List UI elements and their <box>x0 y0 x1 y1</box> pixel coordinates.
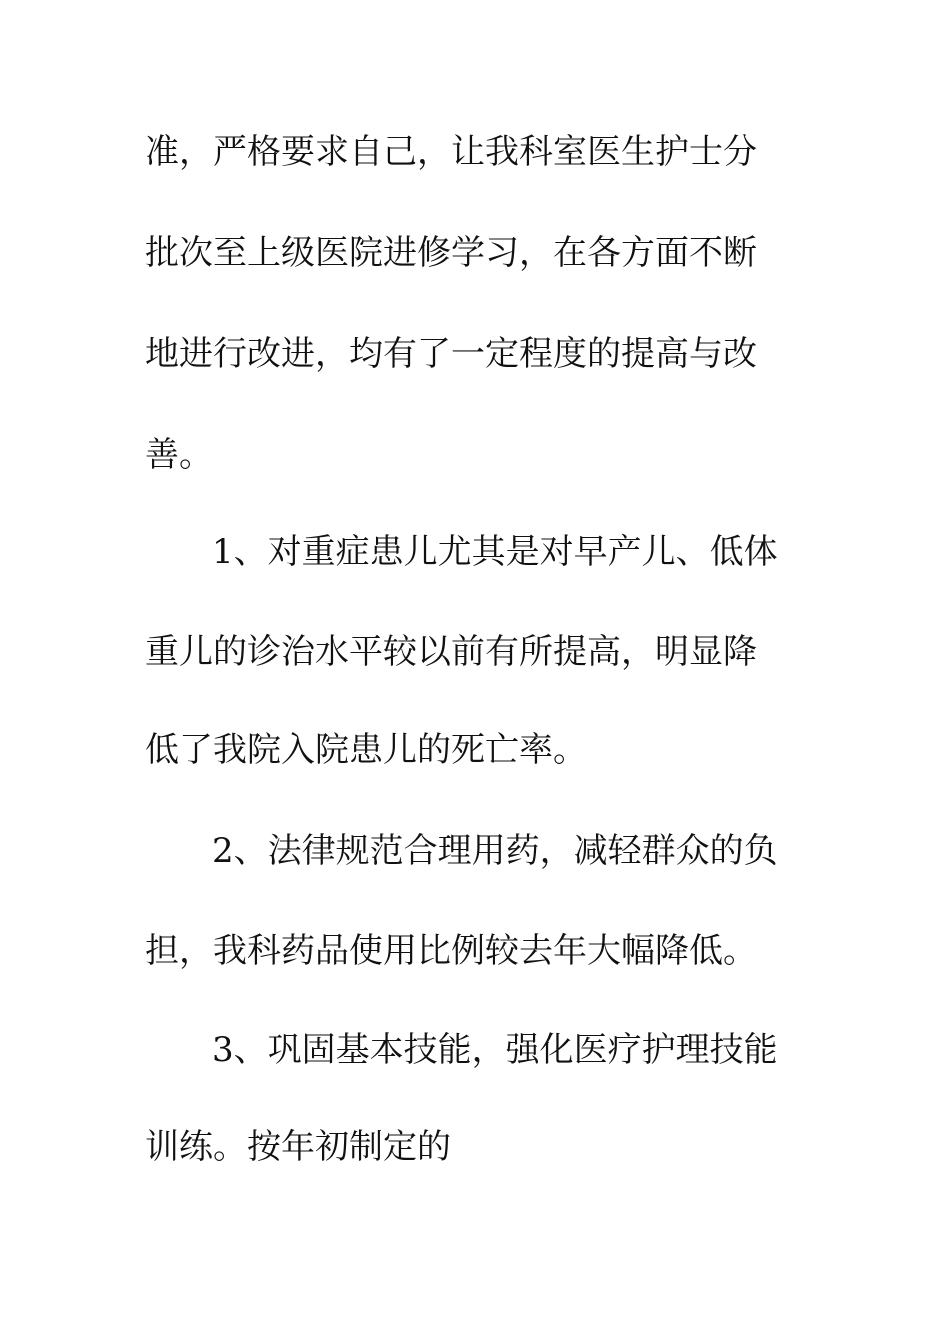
text-line-10: 3、巩固基本技能，强化医疗护理技能 <box>212 1030 778 1070</box>
text-line-5: 1、对重症患儿尤其是对早产儿、低体 <box>212 532 778 572</box>
text-line-4: 善。 <box>145 435 213 475</box>
text-line-3: 地进行改进，均有了一定程度的提高与改 <box>145 334 757 374</box>
text-line-8: 2、法律规范合理用药，减轻群众的负 <box>212 831 778 871</box>
text-line-1: 准，严格要求自己，让我科室医生护士分 <box>145 132 757 172</box>
text-line-6: 重儿的诊治水平较以前有所提高，明显降 <box>145 632 757 672</box>
text-line-11: 训练。按年初制定的 <box>145 1127 451 1167</box>
text-line-2: 批次至上级医院进修学习，在各方面不断 <box>145 233 757 273</box>
text-line-9: 担，我科药品使用比例较去年大幅降低。 <box>145 931 757 971</box>
text-line-7: 低了我院入院患儿的死亡率。 <box>145 730 587 770</box>
